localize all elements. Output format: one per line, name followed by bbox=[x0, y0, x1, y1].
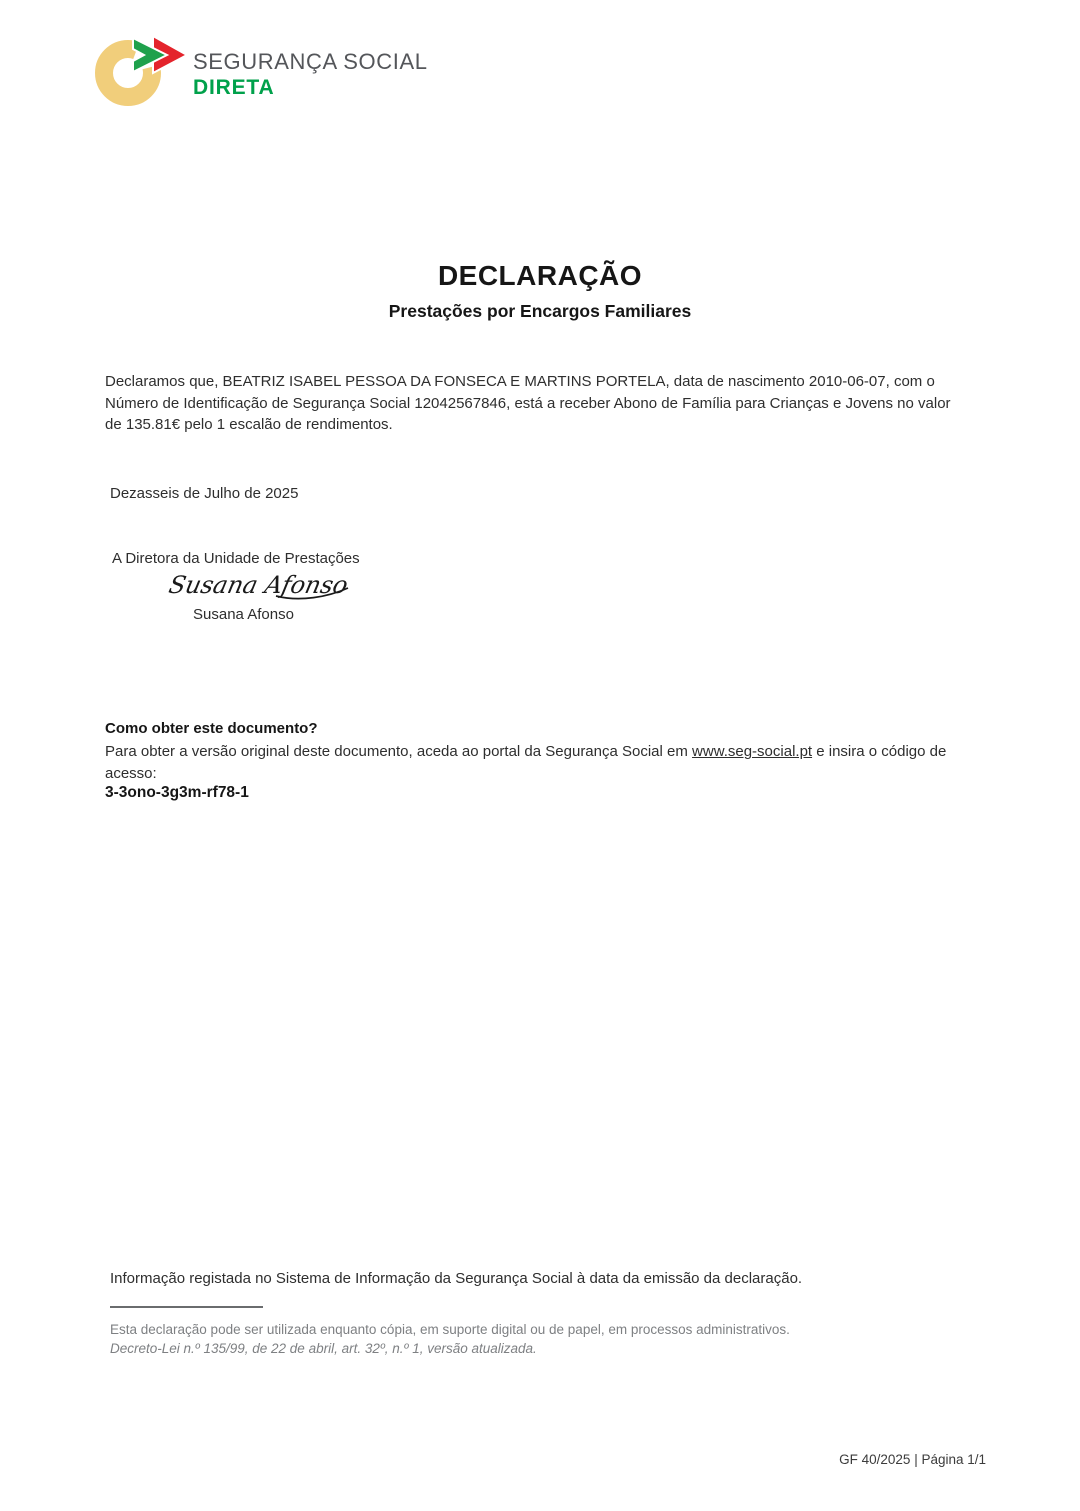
howto-heading: Como obter este documento? bbox=[105, 720, 318, 737]
logo-wordmark bbox=[193, 50, 428, 99]
footnote-copy-use: Esta declaração pode ser utilizada enquanto cópia, em suporte digital ou de papel, em processos administrativos. bbox=[110, 1322, 790, 1337]
howto-text-before-link: Para obter a versão original deste documento, aceda ao portal da Segurança Social em bbox=[105, 743, 693, 760]
signature-script-text: Susana Afonso bbox=[166, 570, 351, 599]
signer-name: Susana Afonso bbox=[193, 606, 294, 623]
howto-text bbox=[105, 741, 967, 784]
declaration-paragraph: Declaramos que, BEATRIZ ISABEL PESSOA DA FONSECA E MARTINS PORTELA, data de nascimento 2010-06-07, com o Número de Identificação de Segurança Social 12042567846, está a receber Abono de Família para Crianças e Jovens no valor de 135.81€ pelo 1 escalão de rendimentos. bbox=[105, 373, 951, 433]
brand-name: SEGURANÇA SOCIAL bbox=[193, 49, 428, 74]
access-code: 3-3ono-3g3m-rf78-1 bbox=[105, 784, 249, 801]
seg-social-link[interactable]: www.seg-social.pt bbox=[692, 743, 813, 760]
page-reference: GF 40/2025 | Página 1/1 bbox=[839, 1452, 986, 1467]
signer-role: A Diretora da Unidade de Prestações bbox=[112, 550, 360, 567]
footnote-law-reference: Decreto-Lei n.º 135/99, de 22 de abril, art. 32º, n.º 1, versão atualizada. bbox=[110, 1341, 537, 1356]
footnote-divider bbox=[110, 1306, 263, 1308]
brand-direta: DIRETA bbox=[193, 76, 275, 100]
page-subtitle: Prestações por Encargos Familiares bbox=[388, 301, 692, 321]
seguranca-social-logo-icon bbox=[93, 35, 193, 112]
howto-text-after-link: e insira o código de acesso: bbox=[105, 743, 947, 782]
registration-info: Informação registada no Sistema de Informação da Segurança Social à data da emissão da declaração. bbox=[110, 1270, 803, 1287]
page-title: DECLARAÇÃO bbox=[437, 260, 643, 291]
issue-date: Dezasseis de Julho de 2025 bbox=[110, 485, 299, 502]
